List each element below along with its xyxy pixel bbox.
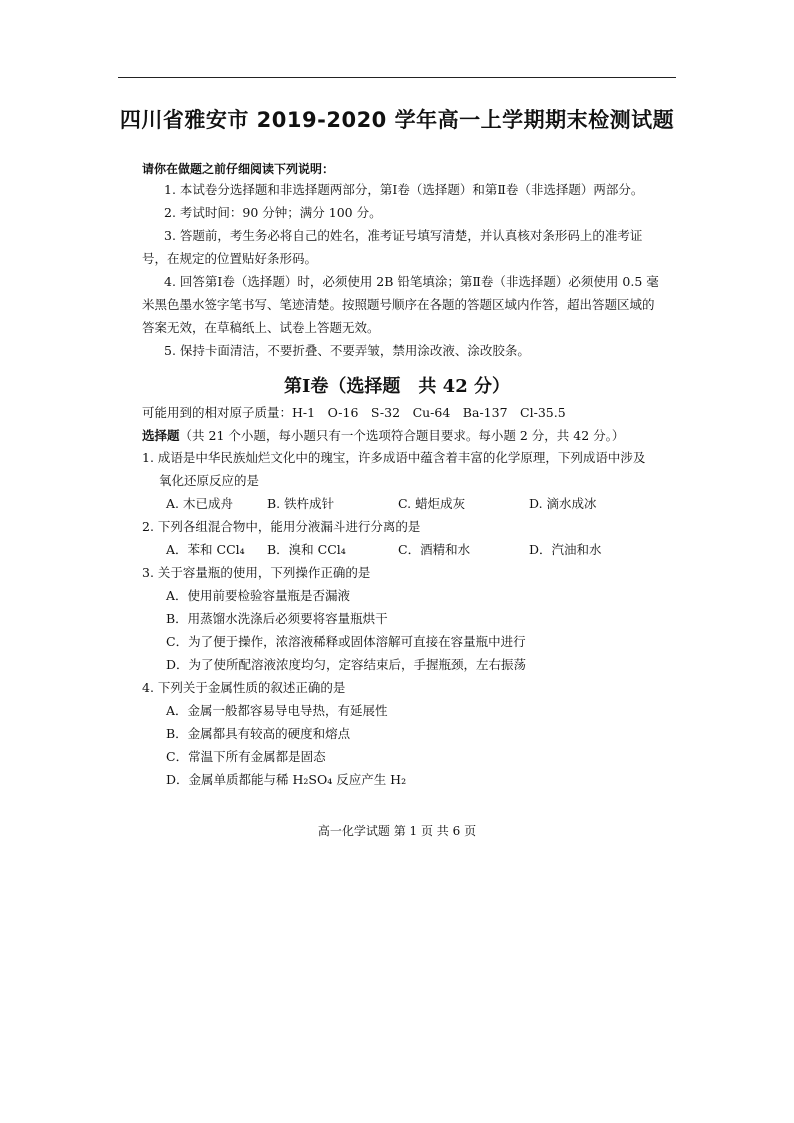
instruction-item-5: 5. 保持卡面清洁，不要折叠、不要弄皱，禁用涂改液、涂改胶条。: [164, 343, 530, 358]
choice-section-intro: [142, 426, 624, 444]
question-1-stem: 1. 成语是中华民族灿烂文化中的瑰宝，许多成语中蕴含着丰富的化学原理，下列成语中涉及: [142, 450, 646, 465]
question-1-option-c: C. 蜡炬成灰: [398, 496, 466, 511]
question-4-stem: 4. 下列关于金属性质的叙述正确的是: [142, 680, 346, 695]
question-2-option-c: C．酒精和水: [398, 542, 471, 557]
question-3-option-c: C．为了便于操作，浓溶液稀释或固体溶解可直接在容量瓶中进行: [166, 634, 526, 649]
choice-description: （共 21 个小题，每小题只有一个选项符合题目要求。每小题 2 分，共 42 分。）: [179, 428, 625, 443]
question-1-option-a: A. 木已成舟: [166, 496, 233, 511]
page-title: 四川省雅安市 2019-2020 学年高一上学期期末检测试题: [119, 108, 675, 132]
question-2-option-d: D．汽油和水: [529, 542, 602, 557]
question-3-stem: 3. 关于容量瓶的使用，下列操作正确的是: [142, 565, 371, 580]
question-1: [142, 446, 682, 515]
question-4-option-c: C．常温下所有金属都是固态: [166, 749, 326, 764]
question-3: [142, 561, 682, 676]
question-4-option-b: B．金属都具有较高的硬度和熔点: [166, 726, 351, 741]
question-3-option-b: B．用蒸馏水洗涤后必须要将容量瓶烘干: [166, 611, 388, 626]
question-3-option-d: D．为了使所配溶液浓度均匀，定容结束后，手握瓶颈，左右振荡: [166, 657, 527, 672]
question-2-option-b: B．溴和 CCl₄: [267, 542, 346, 557]
question-2-option-a: A．苯和 CCl₄: [166, 542, 245, 557]
question-1-stem-cont: 氧化还原反应的是: [159, 473, 260, 488]
choice-label: 选择题: [142, 428, 180, 443]
question-3-option-a: A．使用前要检验容量瓶是否漏液: [166, 588, 351, 603]
instruction-item-1: 1. 本试卷分选择题和非选择题两部分，第Ⅰ卷（选择题）和第Ⅱ卷（非选择题）两部分。: [164, 182, 644, 197]
header-rule: [118, 77, 676, 78]
instruction-item-4: 4. 回答第Ⅰ卷（选择题）时，必须使用 2B 铅笔填涂；第Ⅱ卷（非选择题）必须使用 0.5 毫米黑色墨水签字笔书写、笔迹清楚。按照题号顺序在各题的答题区域内作答，超出答题区域的答案无效，在草稿纸上、试卷上答题无效。: [142, 274, 659, 335]
instructions-list: [142, 178, 662, 362]
instructions-heading: 请你在做题之前仔细阅读下列说明：: [142, 162, 335, 176]
question-4-option-d: D．金属单质都能与稀 H₂SO₄ 反应产生 H₂: [166, 772, 407, 787]
page-footer: 高一化学试题 第 1 页 共 6 页: [317, 824, 477, 838]
question-1-options: [142, 492, 682, 515]
question-2-options: [142, 538, 682, 561]
question-4: [142, 676, 682, 791]
section-title: 第Ⅰ卷（选择题 共 42 分）: [283, 376, 510, 397]
question-1-option-b: B. 铁杵成针: [267, 496, 335, 511]
question-1-option-d: D. 滴水成冰: [529, 496, 597, 511]
instruction-item-2: 2. 考试时间：90 分钟；满分 100 分。: [164, 205, 382, 220]
question-2: [142, 515, 682, 561]
instruction-item-3: 3. 答题前，考生务必将自己的姓名，准考证号填写清楚，并认真核对条形码上的准考证号，在规定的位置贴好条形码。: [142, 228, 643, 266]
question-2-stem: 2. 下列各组混合物中，能用分液漏斗进行分离的是: [142, 519, 421, 534]
question-4-option-a: A．金属一般都容易导电导热，有延展性: [166, 703, 388, 718]
atomic-masses-line: 可能用到的相对原子质量：H-1 O-16 S-32 Cu-64 Ba-137 Cl-35.5: [142, 405, 566, 420]
